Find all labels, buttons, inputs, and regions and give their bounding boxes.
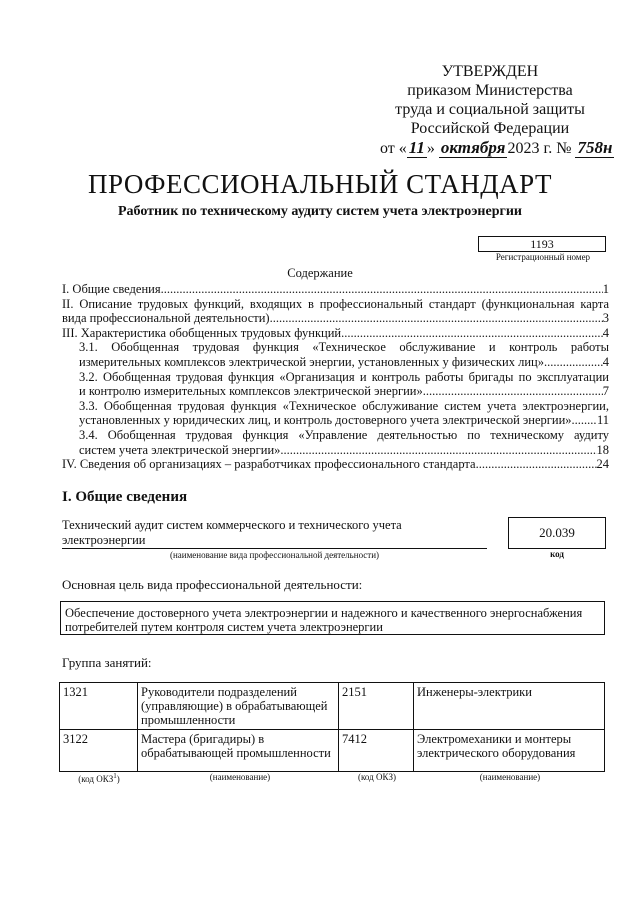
caption-text: ): [116, 774, 120, 784]
caption-okz-code-1: [60, 772, 138, 784]
toc-item[interactable]: [62, 282, 609, 297]
toc-dots: [270, 311, 603, 326]
occupation-table: [59, 682, 605, 772]
toc-dots: [280, 443, 596, 458]
footnote-mark: 1: [113, 772, 117, 780]
table-row: [60, 683, 605, 730]
toc-item[interactable]: [62, 297, 609, 326]
okz-code-cell: 1321: [60, 683, 138, 730]
toc-page: 7: [602, 384, 609, 399]
okz-name-cell: Электромеханики и монтеры электрического оборудования: [414, 730, 605, 772]
section-heading: I. Общие сведения: [62, 489, 188, 505]
toc-item[interactable]: [62, 399, 609, 428]
toc-dots: [423, 384, 603, 399]
activity-name: Технический аудит систем коммерческого и технического учета электроэнергии: [62, 518, 487, 549]
toc-item-text-cont: систем учета электрической энергии»: [79, 442, 281, 457]
okz-code-cell: 2151: [339, 683, 414, 730]
toc-item-text: II. Описание трудовых функций, входящих в профессиональный стандарт (функциональная карта: [62, 296, 609, 311]
toc-page: 18: [596, 442, 609, 457]
toc-dots: [572, 413, 597, 428]
registration-label: Регистрационный номер: [495, 252, 591, 262]
toc-page: 4: [602, 354, 609, 369]
toc-page: 1: [602, 282, 609, 296]
caption-name-2: (наименование): [479, 772, 541, 782]
occupation-group-label: Группа занятий:: [62, 655, 152, 670]
order-number: 758н: [577, 138, 613, 157]
toc-page: 3: [602, 311, 609, 326]
approval-line-4: Российской Федерации: [410, 120, 570, 137]
toc-item-text: 3.2. Обобщенная трудовая функция «Организация и контроль работы бригады по эксплуатации: [79, 369, 609, 384]
approval-line-3: труда и социальной защиты: [395, 101, 585, 118]
date-prefix: от «: [380, 140, 407, 157]
toc-item-text-cont: и контролю измерительных комплексов электрической энергии»: [79, 384, 423, 399]
toc-item-text: III. Характеристика обобщенных трудовых функций: [62, 325, 342, 340]
toc-page: 24: [596, 457, 609, 472]
activity-code: 20.039: [508, 517, 606, 549]
okz-name-cell: Мастера (бригадиры) в обрабатывающей промышленности: [138, 730, 339, 772]
toc-item[interactable]: [62, 340, 609, 369]
okz-code-cell: 3122: [60, 730, 138, 772]
approval-date-line: [380, 138, 613, 158]
toc-item-text: I. Общие сведения: [62, 282, 161, 296]
toc-dots: [544, 355, 603, 370]
toc-dots: [161, 282, 603, 297]
activity-caption: (наименование вида профессиональной деятельности): [169, 550, 380, 560]
date-month: октября: [440, 138, 506, 157]
table-of-contents: [62, 282, 609, 472]
toc-item[interactable]: [62, 370, 609, 399]
date-year: 2023 г. №: [507, 140, 572, 157]
approval-block: [380, 62, 613, 158]
document-title: ПРОФЕССИОНАЛЬНЫЙ СТАНДАРТ: [87, 169, 553, 199]
toc-item-text-cont: измерительных комплексов электрической энергии, установленных у физических лиц»: [79, 354, 544, 369]
caption-okz-code-2: (код ОКЗ): [358, 772, 396, 782]
caption-text: (код ОКЗ: [78, 774, 114, 784]
table-row: [60, 730, 605, 772]
toc-item[interactable]: [62, 457, 609, 472]
date-day: 11: [408, 138, 425, 157]
contents-heading: Содержание: [287, 266, 353, 280]
goal-label: Основная цель вида профессиональной деятельности:: [62, 577, 363, 592]
okz-name-cell: Руководители подразделений (управляющие) в обрабатывающей промышленности: [138, 683, 339, 730]
document-subtitle: Работник по техническому аудиту систем учета электроэнергии: [118, 204, 522, 219]
toc-item[interactable]: [62, 326, 609, 341]
goal-text: Обеспечение достоверного учета электроэнергии и надежного и качественного энергоснабжения потребителей путем контроля систем учета электроэнергии: [60, 601, 605, 635]
okz-name-cell: Инженеры-электрики: [414, 683, 605, 730]
approval-line-1: УТВЕРЖДЕН: [441, 63, 539, 80]
toc-dots: [476, 457, 597, 472]
caption-name-1: (наименование): [209, 772, 271, 782]
toc-dots: [341, 326, 603, 341]
toc-item-text: 3.3. Обобщенная трудовая функция «Техническое обслуживание систем учета электроэнергии,: [79, 398, 609, 413]
registration-number: 1193: [478, 236, 606, 252]
toc-item-text-cont: вида профессиональной деятельности): [62, 311, 270, 326]
date-mid: »: [426, 140, 435, 157]
activity-code-caption: код: [550, 549, 564, 559]
toc-item[interactable]: [62, 428, 609, 457]
okz-code-cell: 7412: [339, 730, 414, 772]
approval-line-2: приказом Министерства: [407, 82, 573, 99]
toc-item-text-cont: установленных у юридических лиц, и контроль достоверного учета электрической энергии»: [79, 413, 572, 428]
toc-page: 4: [602, 325, 609, 340]
toc-item-text: IV. Сведения об организациях – разработчиках профессионального стандарта: [62, 457, 476, 472]
toc-item-text: 3.1. Обобщенная трудовая функция «Техническое обслуживание и контроль работы: [79, 340, 609, 355]
toc-page: 11: [596, 413, 609, 428]
toc-item-text: 3.4. Обобщенная трудовая функция «Управление деятельностью по техническому аудиту: [79, 427, 609, 442]
